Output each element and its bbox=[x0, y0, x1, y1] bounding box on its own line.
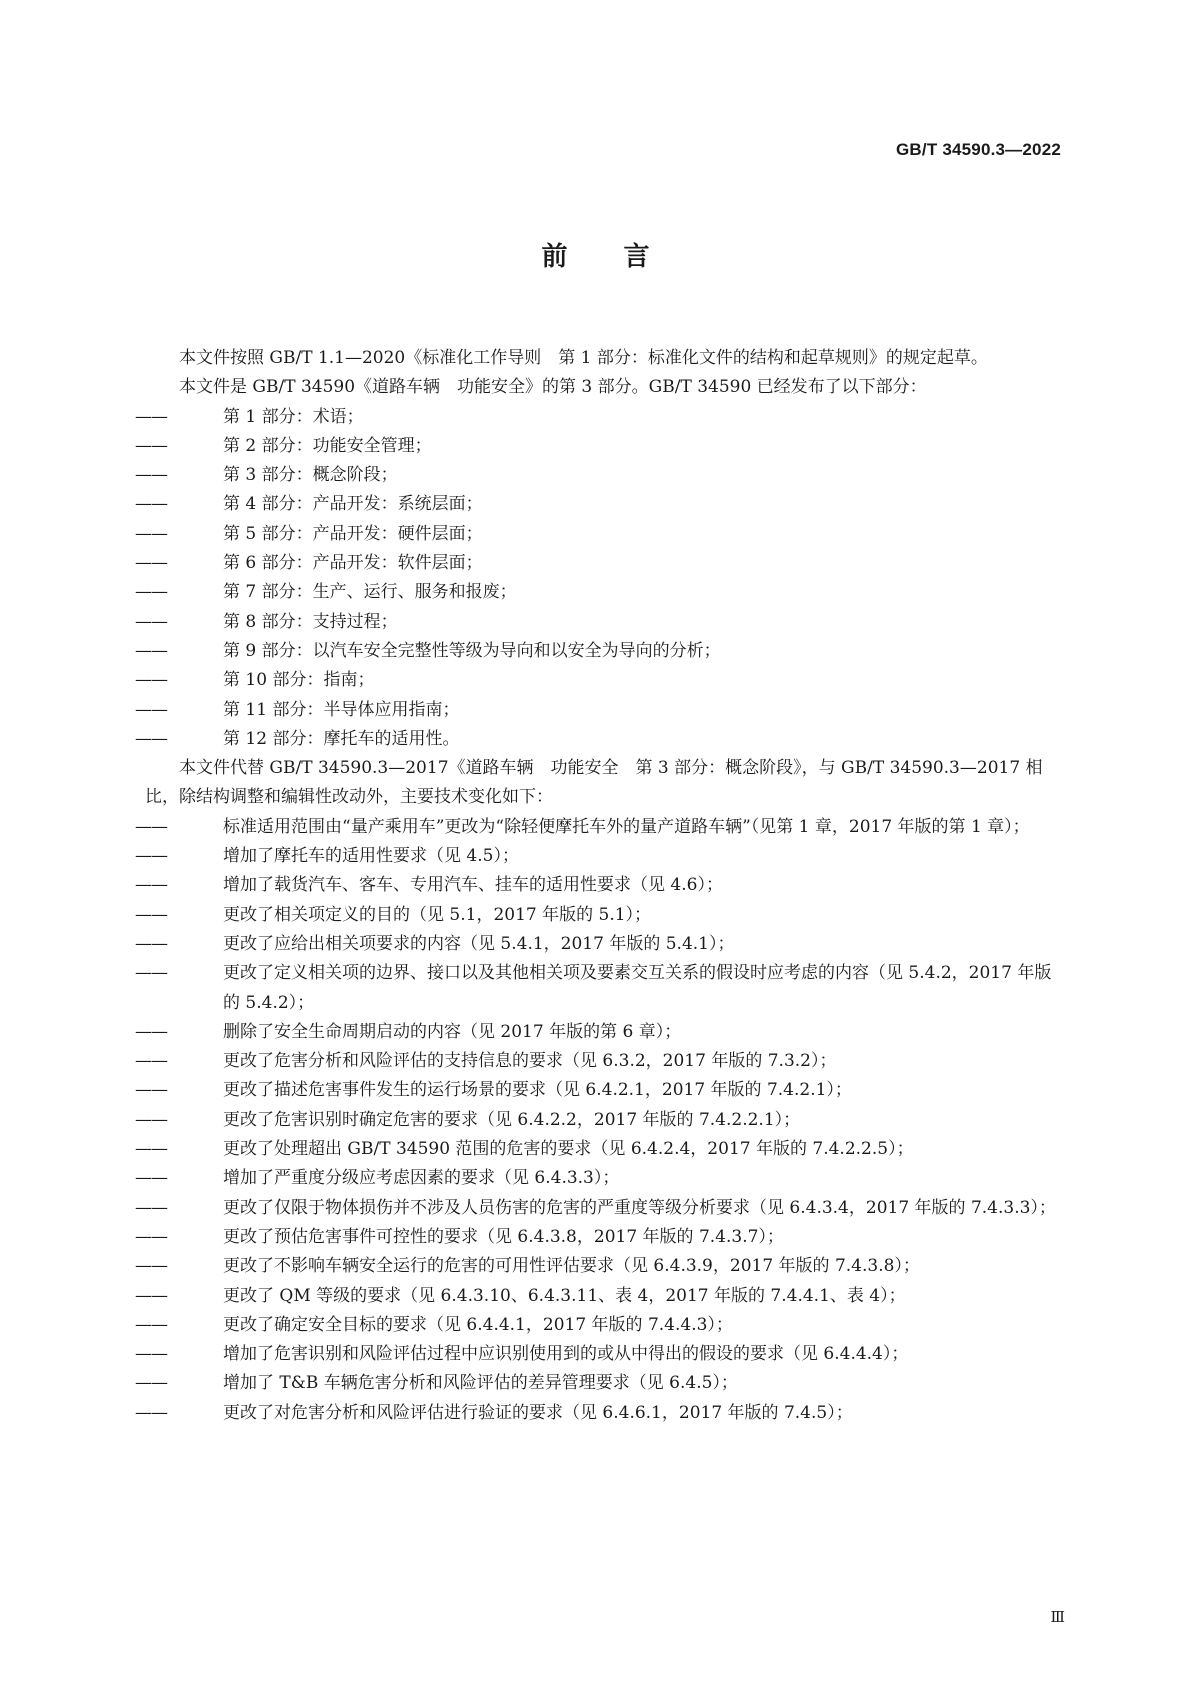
part-item bbox=[135, 403, 1065, 432]
change-item bbox=[135, 1106, 1065, 1135]
change-item-text: 增加了载货汽车、客车、专用汽车、挂车的适用性要求（见 4.6）； bbox=[223, 875, 723, 896]
change-item-text: 删除了安全生命周期启动的内容（见 2017 年版的第 6 章）； bbox=[223, 1021, 682, 1042]
list-dash: —— bbox=[135, 933, 167, 954]
list-dash: —— bbox=[135, 846, 167, 867]
list-dash: —— bbox=[135, 1139, 167, 1160]
change-item bbox=[135, 1164, 1065, 1193]
list-dash: —— bbox=[135, 1256, 167, 1277]
parts-list bbox=[135, 403, 1065, 755]
list-dash: —— bbox=[135, 1314, 167, 1335]
list-dash: —— bbox=[135, 904, 167, 925]
change-item-text: 更改了危害识别时确定危害的要求（见 6.4.2.2，2017 年版的 7.4.2.2.1）； bbox=[223, 1109, 801, 1130]
part-item bbox=[135, 490, 1065, 519]
part-item-text: 第 7 部分：生产、运行、服务和报废； bbox=[223, 582, 517, 603]
change-item-text: 更改了描述危害事件发生的运行场景的要求（见 6.4.2.1，2017 年版的 7.4.2.1）； bbox=[223, 1080, 852, 1101]
list-dash: —— bbox=[135, 465, 167, 486]
part-item-text: 第 12 部分：摩托车的适用性。 bbox=[223, 728, 460, 749]
part-item-text: 第 6 部分：产品开发：软件层面； bbox=[223, 553, 483, 574]
changes-list bbox=[135, 813, 1065, 1428]
list-dash: —— bbox=[135, 1080, 167, 1101]
change-item bbox=[135, 1369, 1065, 1398]
list-dash: —— bbox=[135, 699, 167, 720]
change-item-text: 更改了危害分析和风险评估的支持信息的要求（见 6.3.2，2017 年版的 7.3.2）； bbox=[223, 1051, 837, 1072]
list-dash: —— bbox=[135, 1285, 167, 1306]
change-item-text: 更改了对危害分析和风险评估进行验证的要求（见 6.4.6.1，2017 年版的 7.4.5）； bbox=[223, 1402, 853, 1423]
change-item bbox=[135, 1194, 1065, 1223]
change-item bbox=[135, 1223, 1065, 1252]
change-item-text: 更改了定义相关项的边界、接口以及其他相关项及要素交互关系的假设时应考虑的内容（见 5.4.2，2017 年版的 5.4.2）； bbox=[223, 963, 1052, 1013]
part-item bbox=[135, 549, 1065, 578]
part-item bbox=[135, 608, 1065, 637]
part-item-text: 第 3 部分：概念阶段； bbox=[223, 465, 398, 486]
list-dash: —— bbox=[135, 640, 167, 661]
part-item-text: 第 5 部分：产品开发：硬件层面； bbox=[223, 523, 483, 544]
part-item bbox=[135, 461, 1065, 490]
part-item bbox=[135, 520, 1065, 549]
list-dash: —— bbox=[135, 494, 167, 515]
page-title: 前言 bbox=[541, 242, 706, 272]
change-item bbox=[135, 1282, 1065, 1311]
list-dash: —— bbox=[135, 523, 167, 544]
part-item-text: 第 8 部分：支持过程； bbox=[223, 611, 398, 632]
change-item bbox=[135, 842, 1065, 871]
document-body bbox=[135, 344, 1065, 1428]
list-dash: —— bbox=[135, 1168, 167, 1189]
part-item bbox=[135, 637, 1065, 666]
part-item-text: 第 10 部分：指南； bbox=[223, 670, 375, 691]
part-item-text: 第 1 部分：术语； bbox=[223, 406, 364, 427]
page-number: Ⅲ bbox=[1050, 1608, 1065, 1626]
part-item bbox=[135, 725, 1065, 754]
list-dash: —— bbox=[135, 1051, 167, 1072]
list-dash: —— bbox=[135, 1197, 167, 1218]
part-item-text: 第 4 部分：产品开发：系统层面； bbox=[223, 494, 483, 515]
replaces-paragraph: 本文件代替 GB/T 34590.3—2017《道路车辆 功能安全 第 3 部分：概念阶段》，与 GB/T 34590.3—2017 相比，除结构调整和编辑性改动外，主要技术变化如下： bbox=[145, 758, 1043, 808]
change-item-text: 增加了危害识别和风险评估过程中应识别使用到的或从中得出的假设的要求（见 6.4.4.4）； bbox=[223, 1344, 909, 1365]
change-item-text: 增加了 T&B 车辆危害分析和风险评估的差异管理要求（见 6.4.5）； bbox=[223, 1373, 738, 1394]
part-item bbox=[135, 696, 1065, 725]
change-item bbox=[135, 1135, 1065, 1164]
change-item-text: 更改了 QM 等级的要求（见 6.4.3.10、6.4.3.11、表 4，2017 年版的 7.4.4.1、表 4）； bbox=[223, 1285, 906, 1306]
change-item bbox=[135, 930, 1065, 959]
list-dash: —— bbox=[135, 1402, 167, 1423]
change-item-text: 更改了确定安全目标的要求（见 6.4.4.1，2017 年版的 7.4.4.3）； bbox=[223, 1314, 733, 1335]
part-item bbox=[135, 578, 1065, 607]
list-dash: —— bbox=[135, 1021, 167, 1042]
part-item bbox=[135, 666, 1065, 695]
list-dash: —— bbox=[135, 670, 167, 691]
change-item-text: 更改了不影响车辆安全运行的危害的可用性评估要求（见 6.4.3.9，2017 年版的 7.4.3.8）； bbox=[223, 1256, 920, 1277]
change-item-text: 更改了处理超出 GB/T 34590 范围的危害的要求（见 6.4.2.4，2017 年版的 7.4.2.2.5）； bbox=[223, 1139, 914, 1160]
change-item bbox=[135, 959, 1065, 1018]
change-item bbox=[135, 901, 1065, 930]
list-dash: —— bbox=[135, 553, 167, 574]
list-dash: —— bbox=[135, 1226, 167, 1247]
change-item-text: 更改了相关项定义的目的（见 5.1，2017 年版的 5.1）； bbox=[223, 904, 652, 925]
change-item bbox=[135, 1311, 1065, 1340]
change-item bbox=[135, 1076, 1065, 1105]
list-dash: —— bbox=[135, 1344, 167, 1365]
change-item bbox=[135, 1018, 1065, 1047]
change-item-text: 更改了仅限于物体损伤并不涉及人员伤害的危害的严重度等级分析要求（见 6.4.3.4，2017 年版的 7.4.3.3）； bbox=[223, 1197, 1056, 1218]
list-dash: —— bbox=[135, 816, 167, 837]
change-item bbox=[135, 1340, 1065, 1369]
part-item-text: 第 9 部分：以汽车安全完整性等级为导向和以安全为导向的分析； bbox=[223, 640, 721, 661]
change-item bbox=[135, 871, 1065, 900]
list-dash: —— bbox=[135, 1109, 167, 1130]
change-item-text: 更改了应给出相关项要求的内容（见 5.4.1，2017 年版的 5.4.1）； bbox=[223, 933, 735, 954]
list-dash: —— bbox=[135, 611, 167, 632]
change-item-text: 增加了摩托车的适用性要求（见 4.5）； bbox=[223, 846, 519, 867]
list-dash: —— bbox=[135, 1373, 167, 1394]
part-item bbox=[135, 432, 1065, 461]
intro-paragraph: 本文件是 GB/T 34590《道路车辆 功能安全》的第 3 部分。GB/T 34590 已经发布了以下部分： bbox=[179, 377, 927, 398]
change-item bbox=[135, 813, 1065, 842]
part-item-text: 第 2 部分：功能安全管理； bbox=[223, 435, 432, 456]
list-dash: —— bbox=[135, 875, 167, 896]
list-dash: —— bbox=[135, 435, 167, 456]
change-item bbox=[135, 1252, 1065, 1281]
change-item-text: 标准适用范围由“量产乘用车”更改为“除轻便摩托车外的量产道路车辆”（见第 1 章，2017 年版的第 1 章）； bbox=[223, 816, 1030, 837]
change-item bbox=[135, 1399, 1065, 1428]
change-item-text: 更改了预估危害事件可控性的要求（见 6.4.3.8，2017 年版的 7.4.3.7）； bbox=[223, 1226, 784, 1247]
document-number: GB/T 34590.3—2022 bbox=[896, 140, 1061, 159]
list-dash: —— bbox=[135, 406, 167, 427]
part-item-text: 第 11 部分：半导体应用指南； bbox=[223, 699, 460, 720]
change-item bbox=[135, 1047, 1065, 1076]
list-dash: —— bbox=[135, 582, 167, 603]
list-dash: —— bbox=[135, 728, 167, 749]
list-dash: —— bbox=[135, 963, 167, 984]
intro-paragraph: 本文件按照 GB/T 1.1—2020《标准化工作导则 第 1 部分：标准化文件的结构和起草规则》的规定起草。 bbox=[179, 348, 988, 368]
change-item-text: 增加了严重度分级应考虑因素的要求（见 6.4.3.3）； bbox=[223, 1168, 620, 1189]
